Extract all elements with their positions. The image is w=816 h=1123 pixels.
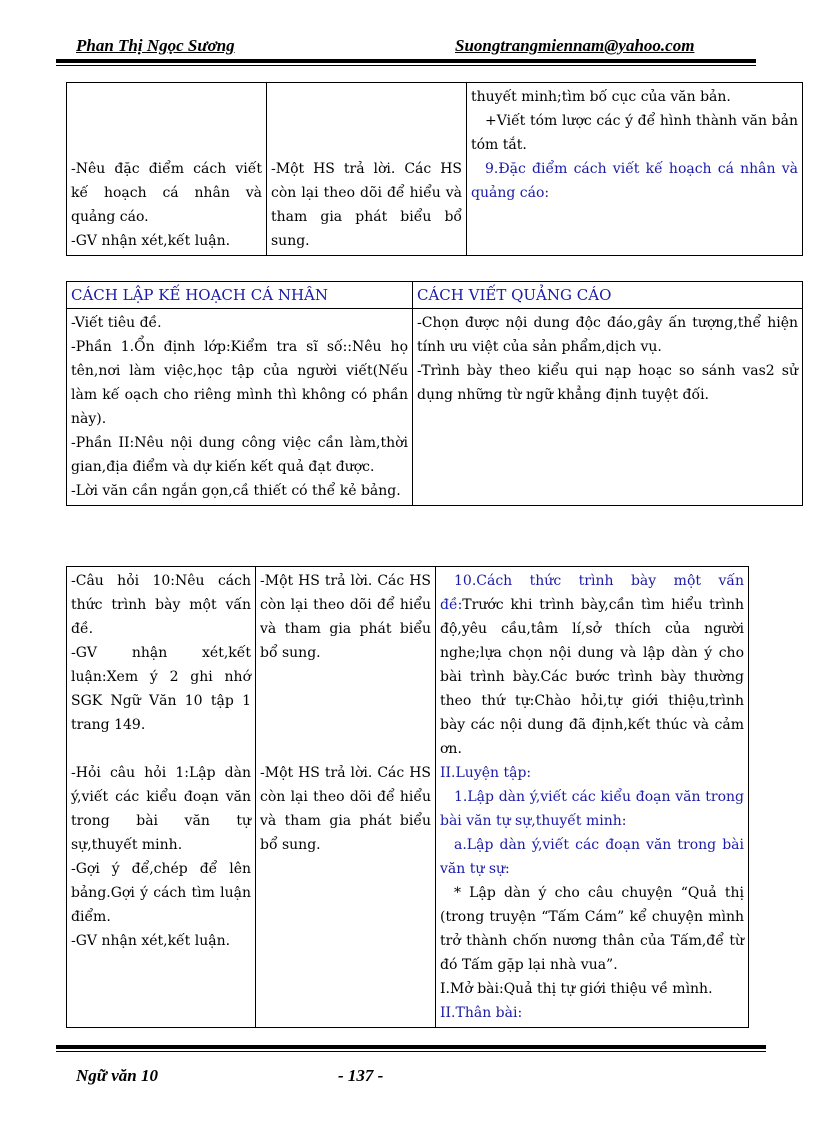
cell-text: -Gợi ý để,chép để lên bảng.Gợi ý cách tìm luận điểm. [71,861,251,925]
cell-text: I.Mở bài:Quả thị tự giới thiệu về mình. [440,981,713,997]
lesson-table-1 [66,82,803,256]
cell-text: -Lời văn cần ngắn gọn,cầ thiết có thể kẻ bảng. [71,483,401,499]
table-row [67,567,749,1028]
cell-text: * Lập dàn ý cho câu chuyện “Quả thị (trong truyện “Tấm Cám” kể chuyện mình trở thành chốn nương thân của Tấm,để từ đó Tấm gặp lại nhà vua”. [440,885,744,973]
cell-text: -Một HS trả lời. Các HS còn lại theo dõi để hiểu và tham gia phát biểu bổ sung. [271,161,462,249]
section-heading: 1.Lập dàn ý,viết các kiểu đoạn văn trong bài văn tự sự,thuyết minh: [440,789,744,829]
footer-subject: Ngữ văn 10 [76,1066,158,1085]
table-cell [436,567,749,1028]
section-heading: II.Thân bài: [440,1005,523,1021]
footer-rule [56,1045,766,1049]
cell-text: thuyết minh;tìm bố cục của văn bản. [471,89,731,105]
table-cell [67,309,413,506]
cell-text: -Chọn được nội dung độc đáo,gây ấn tượng,thể hiện tính ưu việt của sản phẩm,dịch vụ. [417,315,798,355]
page-number: - 137 - [338,1066,384,1085]
cell-text: -GV nhận xét,kết luận. [71,933,231,949]
cell-text: -Viết tiêu đề. [71,315,162,331]
cell-text: -GV nhận xét,kết luận:Xem ý 2 ghi nhớ SGK Ngữ Văn 10 tập 1 trang 149. [71,645,251,733]
footer-rule-thin [56,1051,766,1052]
cell-text: -Hỏi câu hỏi 1:Lập dàn ý,viết các kiểu đoạn văn trong bài văn tự sự,thuyết minh. [71,765,251,853]
section-heading: II.Luyện tập: [440,765,532,781]
table-cell [67,567,256,1028]
cell-text: -Nêu đặc điểm cách viết kế hoạch cá nhân và quảng cáo. [71,161,262,225]
table-row [67,309,803,506]
lesson-table-2 [66,566,749,1028]
cell-text: Trước khi trình bày,cần tìm hiểu trình độ,yêu cầu,tâm lí,sở thích của người nghe;lựa chọn nội dung và lập dàn ý cho bài trình bày.Các bước trình bày thường theo thứ tự:Chào hỏi,tự giới thiệu,trình bày các nội dung đã định,kết thúc và cảm ơn. [440,597,744,757]
column-header: CÁCH VIẾT QUẢNG CÁO [413,282,803,309]
cell-text: -Câu hỏi 10:Nêu cách thức trình bày một vấn đề. [71,573,251,637]
header-author: Phan Thị Ngọc Sương [76,36,235,55]
table-cell [256,567,436,1028]
header-email: Suongtrangmiennam@yahoo.com [455,36,695,55]
cell-text: -GV nhận xét,kết luận. [71,233,231,249]
table-cell [413,309,803,506]
cell-text: -Phần II:Nêu nội dung công việc cần làm,thời gian,địa điểm và dự kiến kết quả đạt được. [71,435,408,475]
table-cell [67,83,267,256]
table-cell [267,83,467,256]
header-rule-thin [56,65,756,66]
table-row [67,83,803,256]
cell-text: -Trình bày theo kiểu qui nạp hoạc so sánh vas2 sử dụng những từ ngữ khẳng định tuyệt đối. [417,363,798,403]
header-rule [56,59,756,63]
cell-text: -Một HS trả lời. Các HS còn lại theo dõi để hiểu và tham gia phát biểu bổ sung. [260,765,431,853]
table-header-row [67,282,803,309]
column-header: CÁCH LẬP KẾ HOẠCH CÁ NHÂN [67,282,413,309]
section-heading: a.Lập dàn ý,viết các đoạn văn trong bài văn tự sự: [440,837,744,877]
cell-text: -Một HS trả lời. Các HS còn lại theo dõi để hiểu và tham gia phát biểu bổ sung. [260,573,431,661]
section-heading: 10.Cách thức trình bày một vấn đề: [440,573,744,613]
cell-text: -Phần 1.Ổn định lớp:Kiểm tra sĩ số::Nêu họ tên,nơi làm việc,học tập của người viết(Nếu làm kế oạch cho riêng mình thì không có phần này). [71,339,408,427]
comparison-table [66,281,803,506]
cell-text: +Viết tóm lược các ý để hình thành văn bản tóm tắt. [471,113,798,153]
section-heading: 9.Đặc điểm cách viết kế hoạch cá nhân và quảng cáo: [471,161,798,201]
table-cell [467,83,803,256]
